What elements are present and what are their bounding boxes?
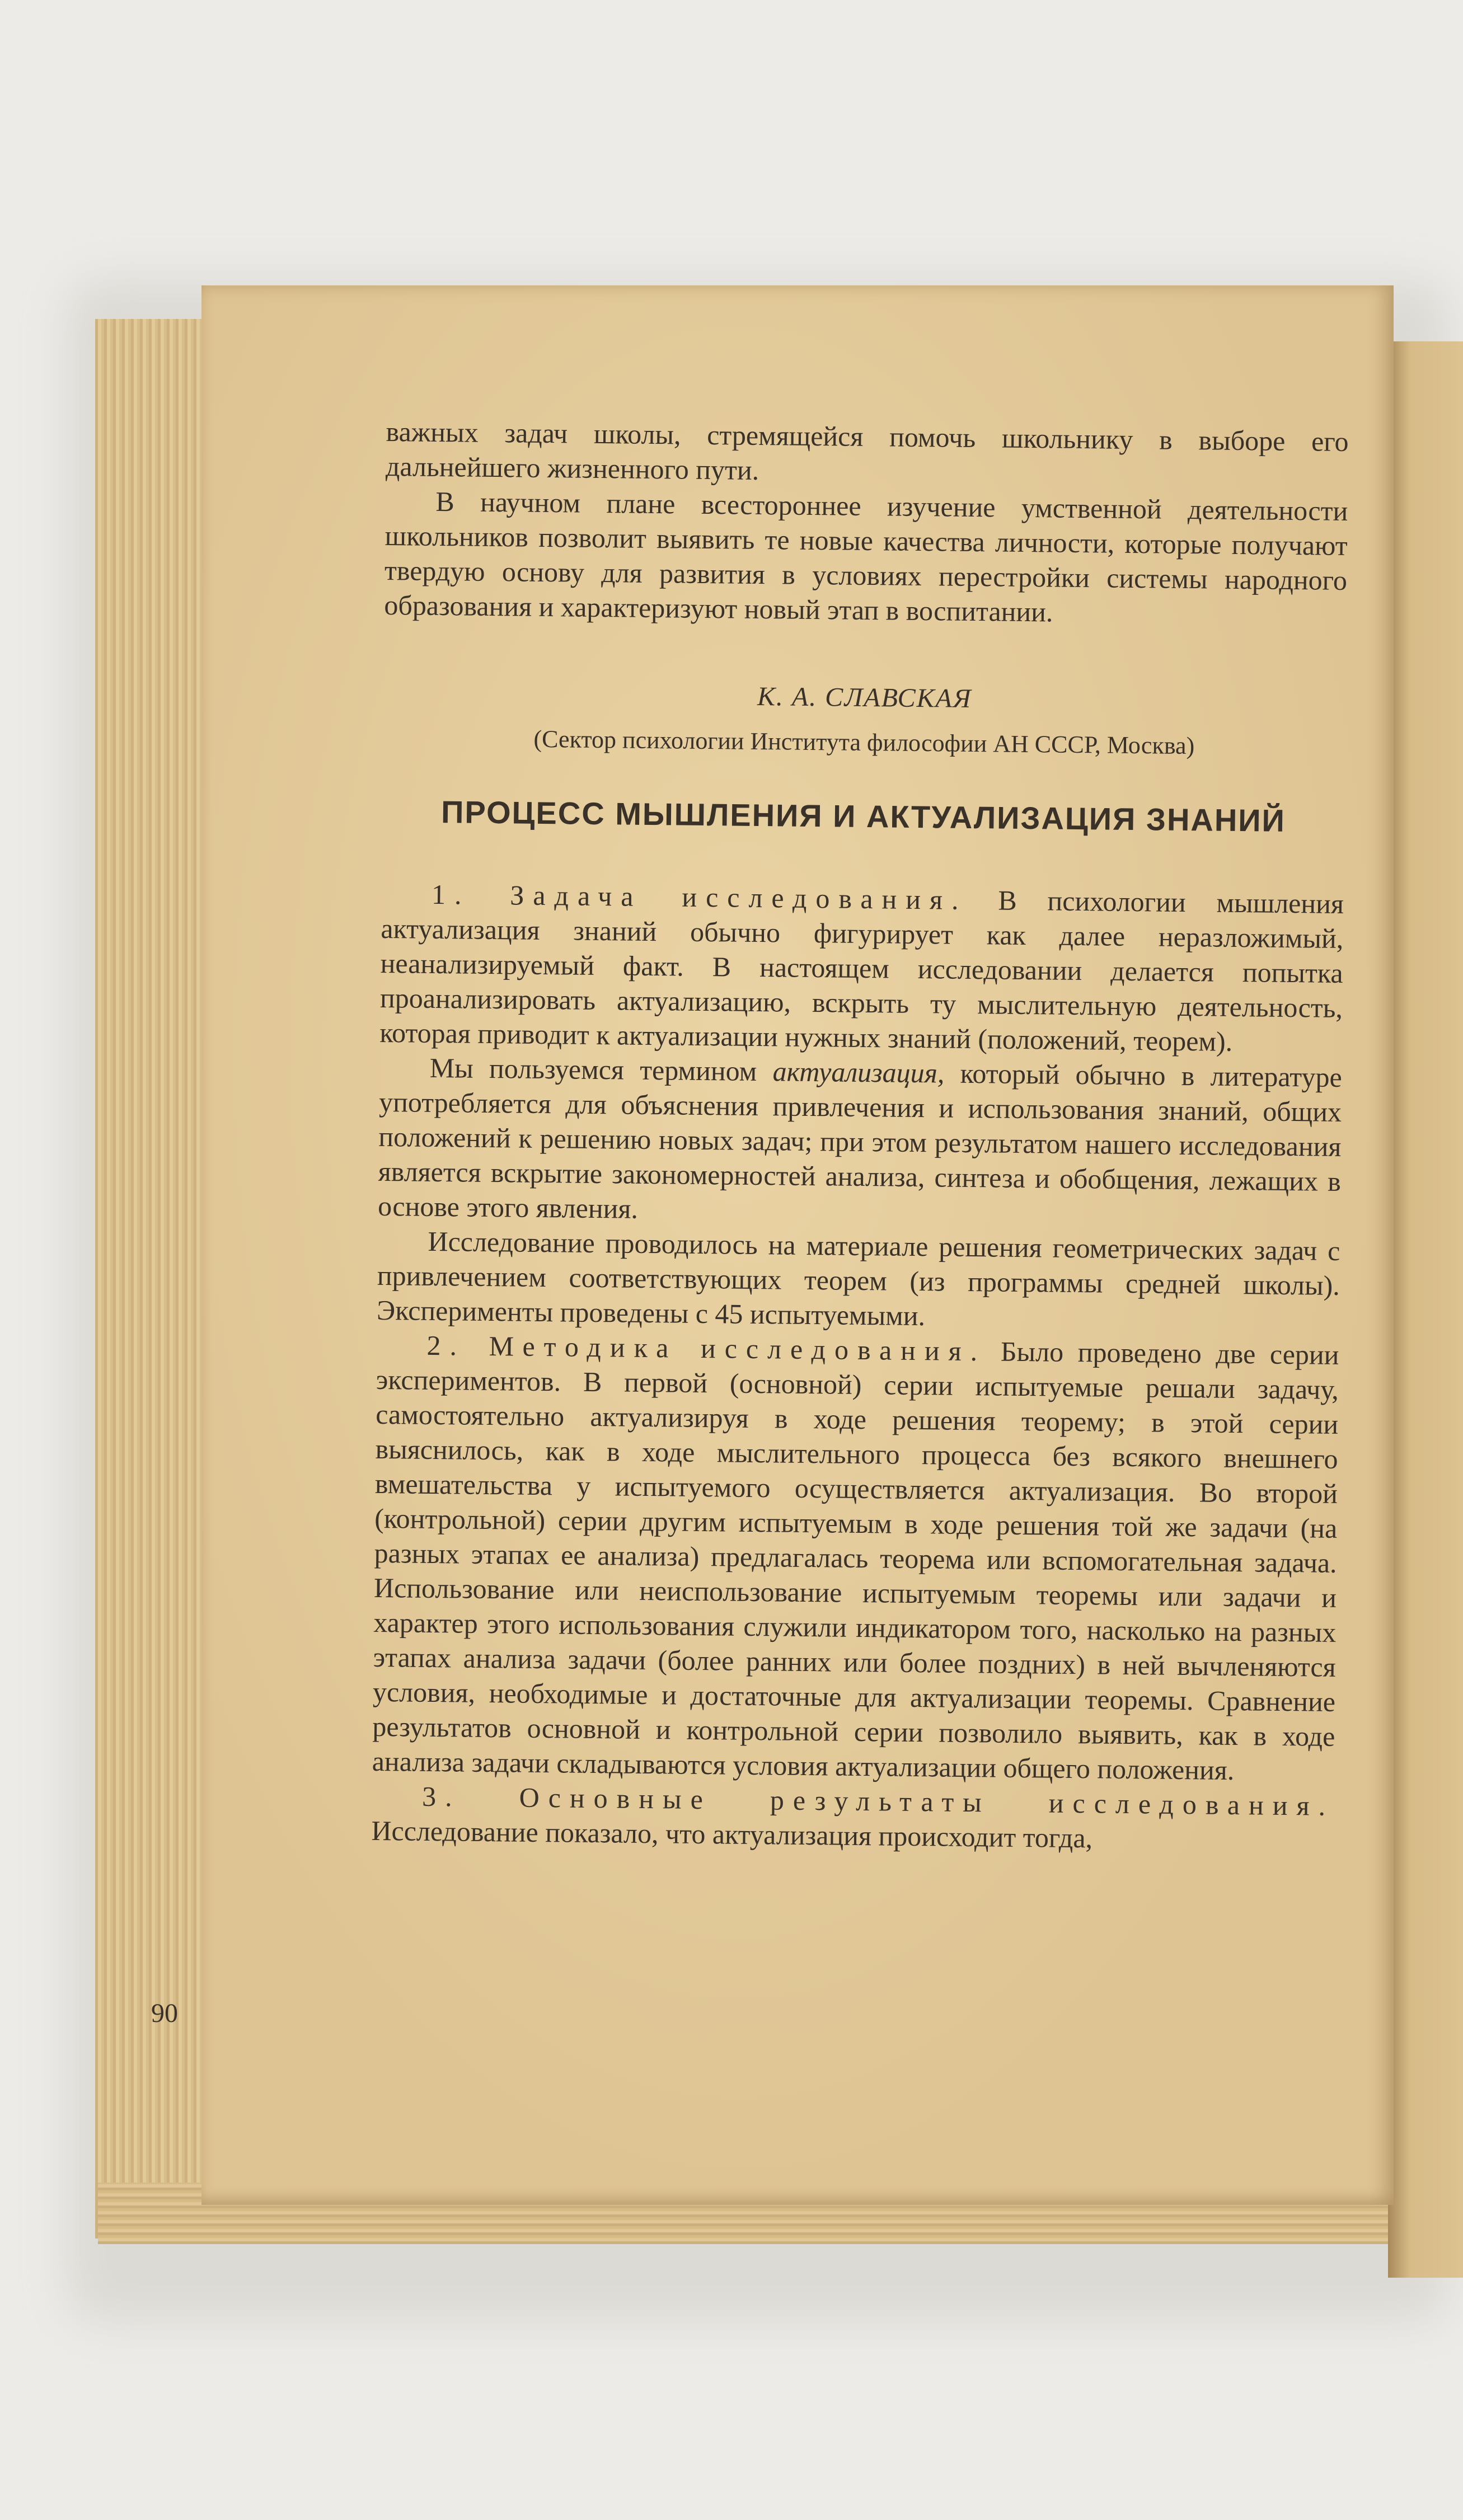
section-2-text: Было проведено две серии экспериментов. В первой (основной) серии испытуемые решали задачу, самостоятельно актуализируя в ходе решения теорему; в этой серии выяснилось, как в ходе мыслительного процесса без всякого внешнего вмешательства у испытуемого осуществляется актуализация. Во второй (контрольной) серии другим испытуемым в ходе решения той же задачи (на разных этапах ее анализа) предлагалась теорема или вспомогательная задача. Использование или неиспользование испытуемым теоремы или задачи и характер этого использования служили индикатором того, насколько на разных этапах анализа задачи (более ранних или более поздних) в ней вычленяются условия, необходимые и достаточные для актуализации теоремы. Сравнение результатов основной и контрольной серии позволило выявить, как в ходе анализа задачи складываются условия актуализации общего положения. — [372, 1335, 1339, 1786]
section-3-text: Исследование показало, что актуализация происходит тогда, — [371, 1814, 1093, 1854]
section-2-heading: 2. Методика исследования. — [426, 1329, 987, 1367]
author-affiliation: (Сектор психологии Института философии АН СССР, Москва) — [533, 725, 1195, 760]
term-italic: актуализация, — [772, 1055, 945, 1089]
page-number: 90 — [151, 1998, 178, 2028]
section-2-paragraph — [372, 1327, 1339, 1789]
term-paragraph — [378, 1050, 1342, 1233]
section-3-heading: 3. Основные результаты исследования. — [421, 1780, 1335, 1822]
intro-paragraph-1: важных задач школы, стремящейся помочь школьнику в выборе его дальнейшего жизненного пути. — [385, 415, 1349, 486]
book-page — [201, 285, 1394, 2205]
article-title: ПРОЦЕСС МЫШЛЕНИЯ И АКТУАЛИЗАЦИЯ ЗНАНИЙ — [440, 794, 1286, 838]
author-name: К. А. СЛАВСКАЯ — [757, 681, 972, 714]
section-1-text: В психологии мышления актуализация знаний обычно фигурирует как далее неразложимый, неанализируемый факт. В настоящем исследовании делается попытка проанализировать актуализацию, вскрыть ту мыслительную деятельность, которая приводит к актуализации нужных знаний (положений, теорем). — [379, 884, 1344, 1057]
material-paragraph: Исследование проводилось на материале решения геометрических задач с привлечением соответствующих теорем (из программы средней школы). Эксперименты проведены с 45 испытуемыми. — [376, 1225, 1340, 1332]
intro-paragraph-2: В научном плане всестороннее изучение умственной деятельности школьников позволит выявить те новые качества личности, которые получают твердую основу для развития в условиях перестройки системы народного образования и характеризуют новый этап в воспитании. — [384, 485, 1348, 628]
page-text — [371, 414, 1349, 1858]
term-paragraph-start: Мы пользуемся термином — [429, 1052, 757, 1087]
term-paragraph-rest: который обычно в литературе употребляется для объяснения привлечения и использования знаний, общих положений к решению новых задач; при этом результатом нашего исследования является вскрытие закономерностей анализа, синтеза и обобщения, лежащих в основе этого явления. — [377, 1057, 1342, 1224]
section-1-paragraph — [379, 876, 1344, 1060]
section-3-paragraph — [371, 1778, 1334, 1858]
section-1-heading: 1. Задача исследования. — [431, 878, 968, 916]
facing-page-edge — [1388, 341, 1463, 2278]
